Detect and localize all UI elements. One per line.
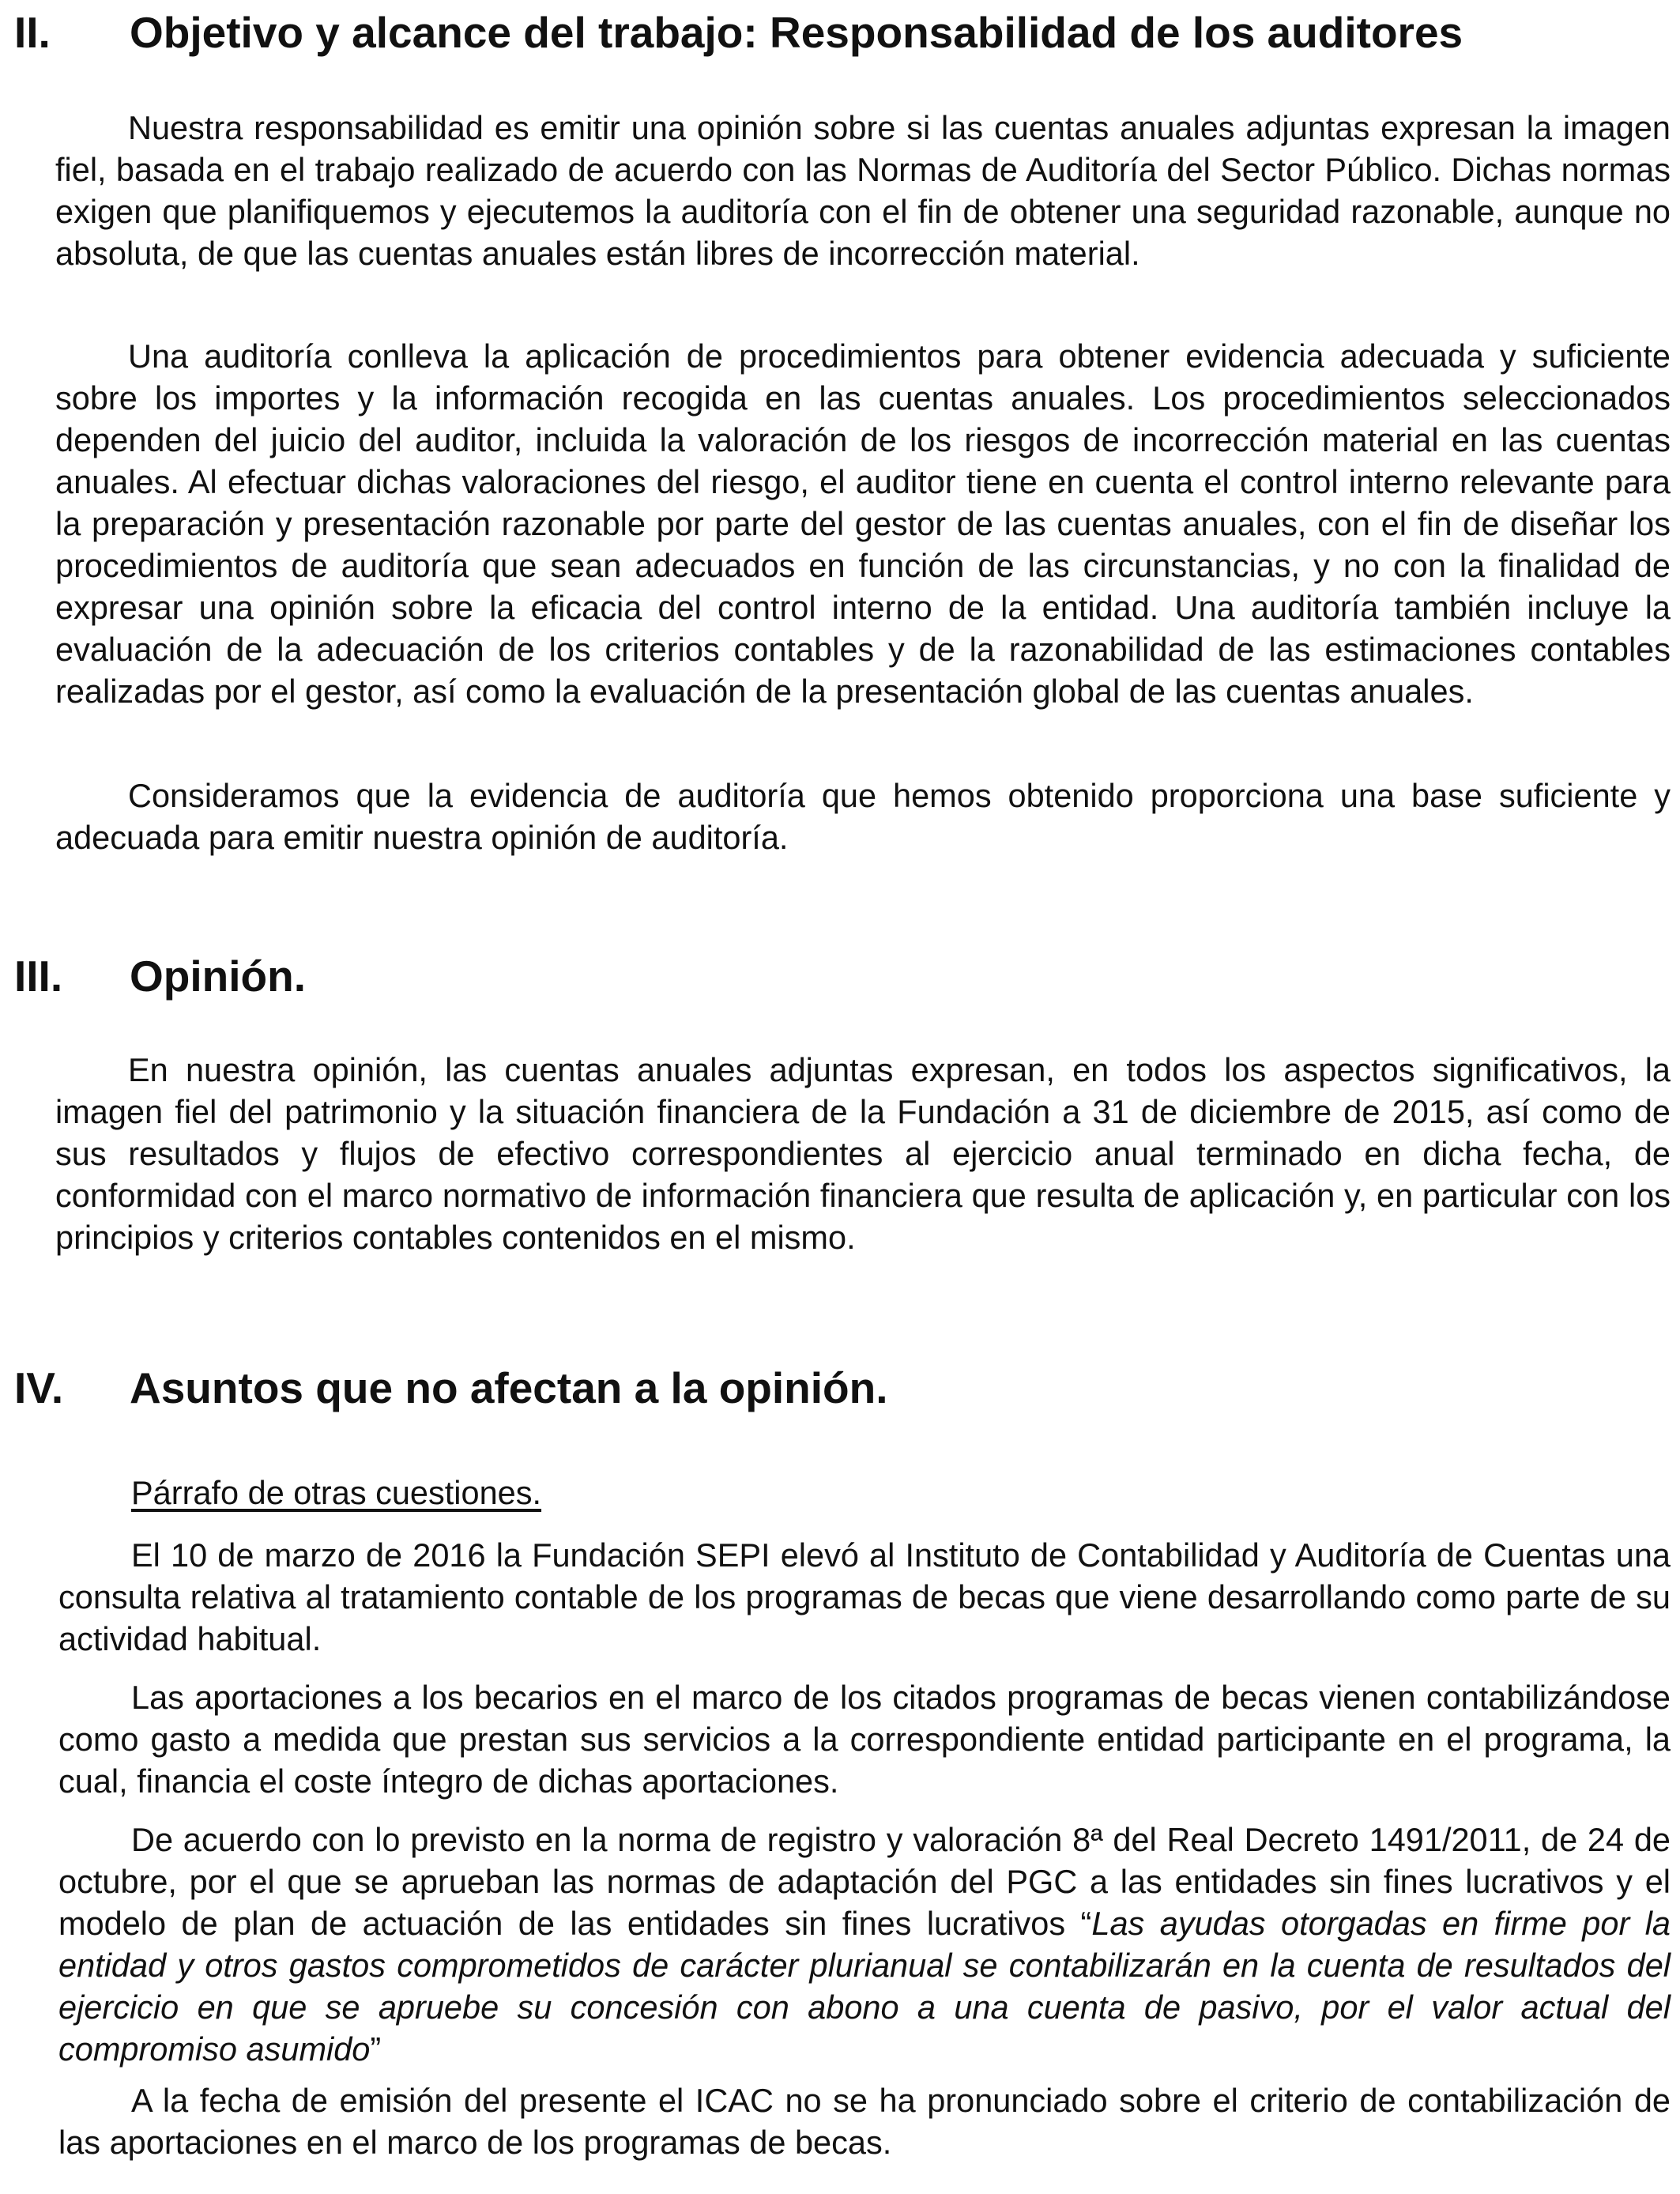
section-title: Opinión. [130, 952, 307, 1001]
paragraph: Una auditoría conlleva la aplicación de procedimientos para obtener evidencia adecuada y suficiente sobre los importes y la información recogida en las cuentas anuales. Los procedimientos seleccionados dependen del juicio del auditor, incluida la valoración de los riesgos de incorrección material en las cuentas anuales. Al efectuar dichas valoraciones del riesgo, el auditor tiene en cuenta el control interno relevante para la preparación y presentación razonable por parte del gestor de las cuentas anuales, con el fin de diseñar los procedimientos de auditoría que sean adecuados en función de las circunstancias, y no con la finalidad de expresar una opinión sobre la eficacia del control interno de la entidad. Una auditoría también incluye la evaluación de la adecuación de los criterios contables y de la razonabilidad de las estimaciones contables realizadas por el gestor, así como la evaluación de la presentación global de las cuentas anuales. [55, 337, 1671, 710]
regulation-outro: ” [370, 2030, 382, 2068]
paragraph: En nuestra opinión, las cuentas anuales adjuntas expresan, en todos los aspectos significativos, la imagen fiel del patrimonio y la situación financiera de la Fundación a 31 de diciembre de 2015, así como de sus resultados y flujos de efectivo correspondientes al ejercicio anual terminado en dicha fecha, de conformidad con el marco normativo de información financiera que resulta de aplicación y, en particular con los principios y criterios contables contenidos en el mismo. [55, 1051, 1671, 1256]
section-title: Asuntos que no afectan a la opinión. [130, 1363, 888, 1412]
regulation-intro: De acuerdo con lo previsto en la norma de registro y valoración 8ª del Real Decreto 1491/2011, de 24 de octubre, por el que se aprueban las normas de adaptación del PGC a las entidades sin fines lucrativos y el modelo de plan de actuación de las entidades sin fines lucrativos “ [58, 1821, 1671, 1942]
section-number: II. [14, 8, 51, 57]
subsection-heading: Párrafo de otras cuestiones. [131, 1474, 542, 1511]
section-heading-iii [14, 952, 1666, 1001]
section-number: III. [14, 952, 63, 1001]
paragraph: El 10 de marzo de 2016 la Fundación SEPI elevó al Instituto de Contabilidad y Auditoría de Cuentas una consulta relativa al tratamiento contable de los programas de becas que viene desarrollando como parte de su actividad habitual. [58, 1536, 1671, 1657]
paragraph: Nuestra responsabilidad es emitir una opinión sobre si las cuentas anuales adjuntas expresan la imagen fiel, basada en el trabajo realizado de acuerdo con las Normas de Auditoría del Sector Público. Dichas normas exigen que planifiquemos y ejecutemos la auditoría con el fin de obtener una seguridad razonable, aunque no absoluta, de que las cuentas anuales están libres de incorrección material. [55, 109, 1671, 272]
section-heading-iv [14, 1363, 1666, 1412]
section-heading-ii [14, 8, 1666, 57]
regulation-quote: Las ayudas otorgadas en firme por la entidad y otros gastos comprometidos de carácter plurianual se contabilizarán en la cuenta de resultados del ejercicio en que se apruebe su concesión con abono a una cuenta de pasivo, por el valor actual del compromiso asumido [58, 1905, 1671, 2068]
regulation-paragraph [58, 1819, 1671, 2070]
section-number: IV. [14, 1363, 64, 1412]
paragraph: Consideramos que la evidencia de auditoría que hemos obtenido proporciona una base suficiente y adecuada para emitir nuestra opinión de auditoría. [55, 777, 1671, 856]
paragraph: Las aportaciones a los becarios en el marco de los citados programas de becas vienen contabilizándose como gasto a medida que prestan sus servicios a la correspondiente entidad participante en el programa, la cual, financia el coste íntegro de dichas aportaciones. [58, 1679, 1671, 1800]
section-title: Objetivo y alcance del trabajo: Responsabilidad de los auditores [130, 8, 1463, 57]
paragraph: A la fecha de emisión del presente el ICAC no se ha pronunciado sobre el criterio de contabilización de las aportaciones en el marco de los programas de becas. [58, 2082, 1671, 2161]
